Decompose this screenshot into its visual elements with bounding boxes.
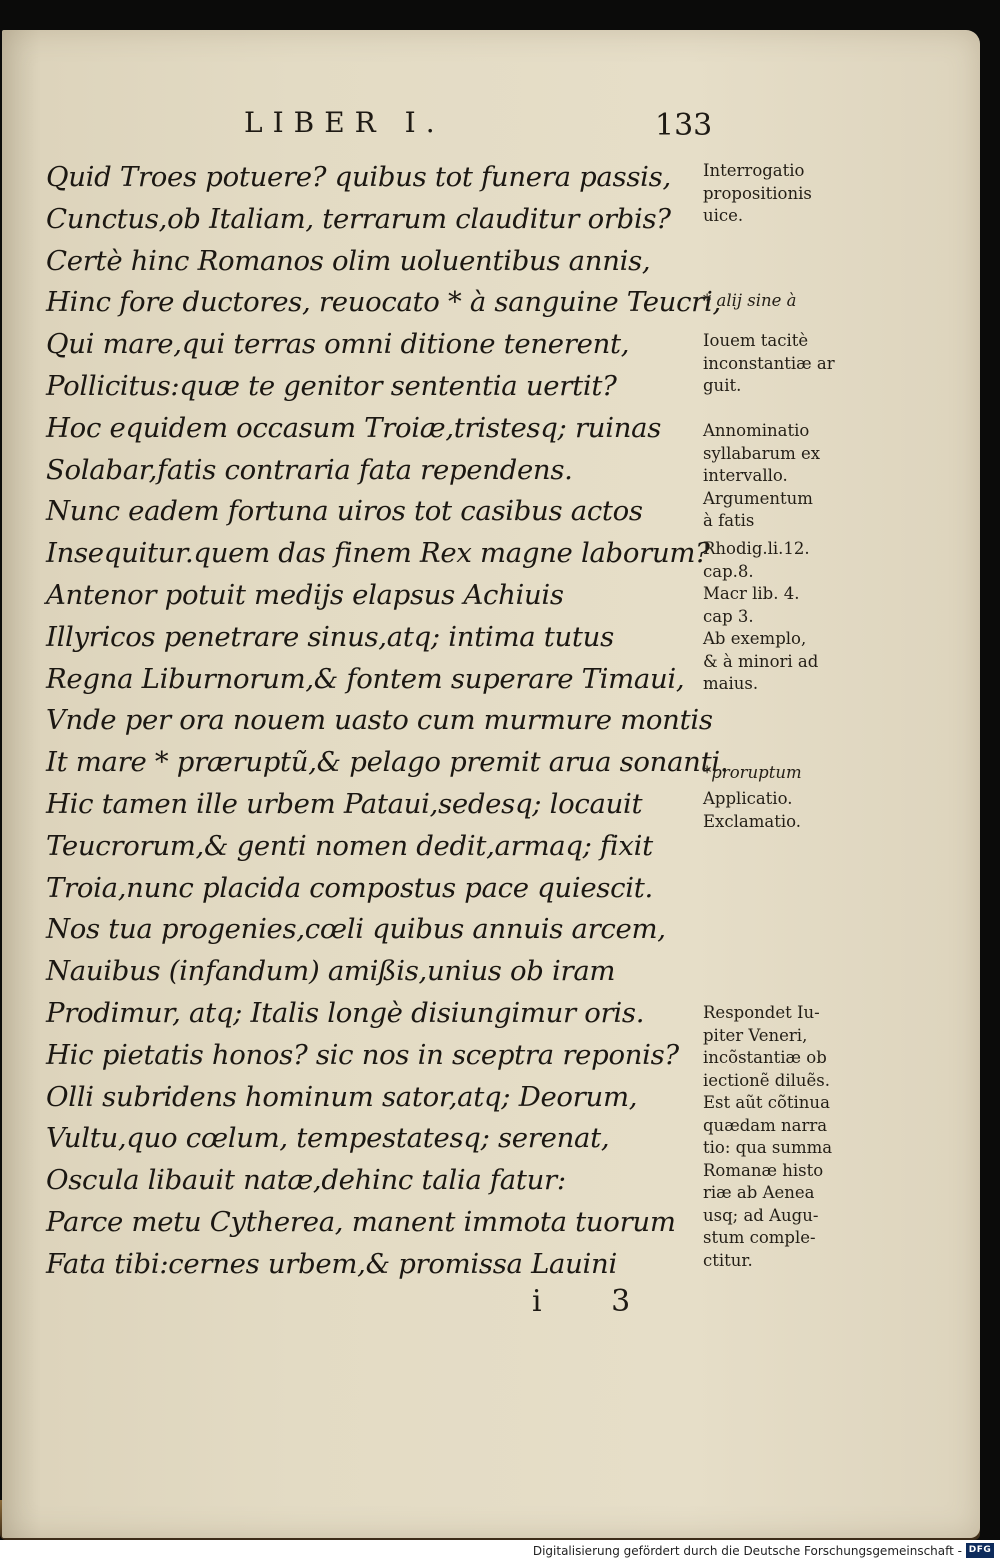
verse-line: Hic tamen ille urbem Pataui,sedesq; locauit [46,787,643,820]
marginal-note: * alij sine à [703,291,797,310]
verse-line: Vnde per ora nouem uasto cum murmure montis [46,704,713,737]
verse-line: Qui mare,qui terras omni ditione tenerent, [46,328,630,361]
page-number: 133 [655,108,713,143]
footer-credit: Digitalisierung gefördert durch die Deutsche Forschungsgemeinschaft - [532,1544,962,1558]
verse-line: Fata tibi:cernes urbem,& promissa Lauini [46,1247,617,1280]
signature-mark: i 3 [532,1284,661,1319]
marginal-note: Rhodig.li.12. cap.8. Macr lib. 4. cap 3. Ab exemplo, & à minori ad maius. [703,539,819,693]
footer-bar [0,1540,1000,1563]
verse-line: Hinc fore ductores, reuocato * à sanguine Teucri, [46,286,721,319]
marginal-note: Applicatio. Exclamatio. [703,789,801,831]
verse-line: Quid Troes potuere? quibus tot funera passis, [46,161,671,193]
verse-line: Hic pietatis honos? sic nos in sceptra reponis? [46,1038,679,1071]
marginal-note: *proruptum [703,763,802,782]
verse-line: Parce metu Cytherea, manent immota tuorum [46,1205,676,1238]
verse-line: Oscula libauit natæ,dehinc talia fatur: [46,1164,566,1197]
dfg-logo-icon[interactable]: DFG [966,1543,994,1558]
verse-block [46,157,729,1286]
verse-line: Hoc equidem occasum Troiæ,tristesq; ruinas [46,411,662,444]
verse-line: Troia,nunc placida compostus pace quiescit. [46,871,653,904]
verse-line: Nunc eadem fortuna uiros tot casibus actos [46,495,643,528]
verse-line: Regna Liburnorum,& fontem superare Timaui, [46,662,685,695]
verse-line: Antenor potuit medijs elapsus Achiuis [46,578,564,611]
verse-line: Teucrorum,& genti nomen dedit,armaq; fixit [46,829,653,862]
verse-line: It mare * præruptũ,& pelago premit arua sonanti. [46,746,729,779]
marginal-note: Iouem tacitè inconstantiæ ar guit. [703,331,835,395]
verse-line: Insequitur.quem das finem Rex magne laborum? [46,537,710,570]
marginal-note: Respondet Iu- piter Veneri, incõstantiæ ob iectionẽ diluẽs. Est aũt cõtinua quædam narra tio: qua summa Romanæ histo riæ ab Aenea usq; ad Augu- stum comple- ctitur. [703,1003,833,1270]
verse-line: Illyricos penetrare sinus,atq; intima tutus [46,620,614,653]
verse-line: Olli subridens hominum sator,atq; Deorum, [46,1080,638,1113]
running-head: LIBER I. [244,106,445,139]
verse-line: Cunctus,ob Italiam, terrarum clauditur orbis? [46,202,671,235]
marginal-note: Annominatio syllabarum ex intervallo. Argumentum à fatis [703,421,821,530]
verse-line: Nauibus (infandum) amißis,unius ob iram [46,955,616,988]
verse-line: Vultu,quo cœlum, tempestatesq; serenat, [46,1122,610,1155]
marginal-note: Interrogatio propositionis uice. [703,161,812,225]
verse-line: Certè hinc Romanos olim uoluentibus annis, [46,244,651,277]
verse-line: Prodimur, atq; Italis longè disiungimur oris. [46,996,645,1029]
verse-line: Solabar,fatis contraria fata rependens. [46,453,573,486]
verse-line: Nos tua progenies,cœli quibus annuis arcem, [46,913,666,946]
page-header [0,106,1000,146]
verse-line: Pollicitus:quæ te genitor sententia uertit? [46,369,617,402]
